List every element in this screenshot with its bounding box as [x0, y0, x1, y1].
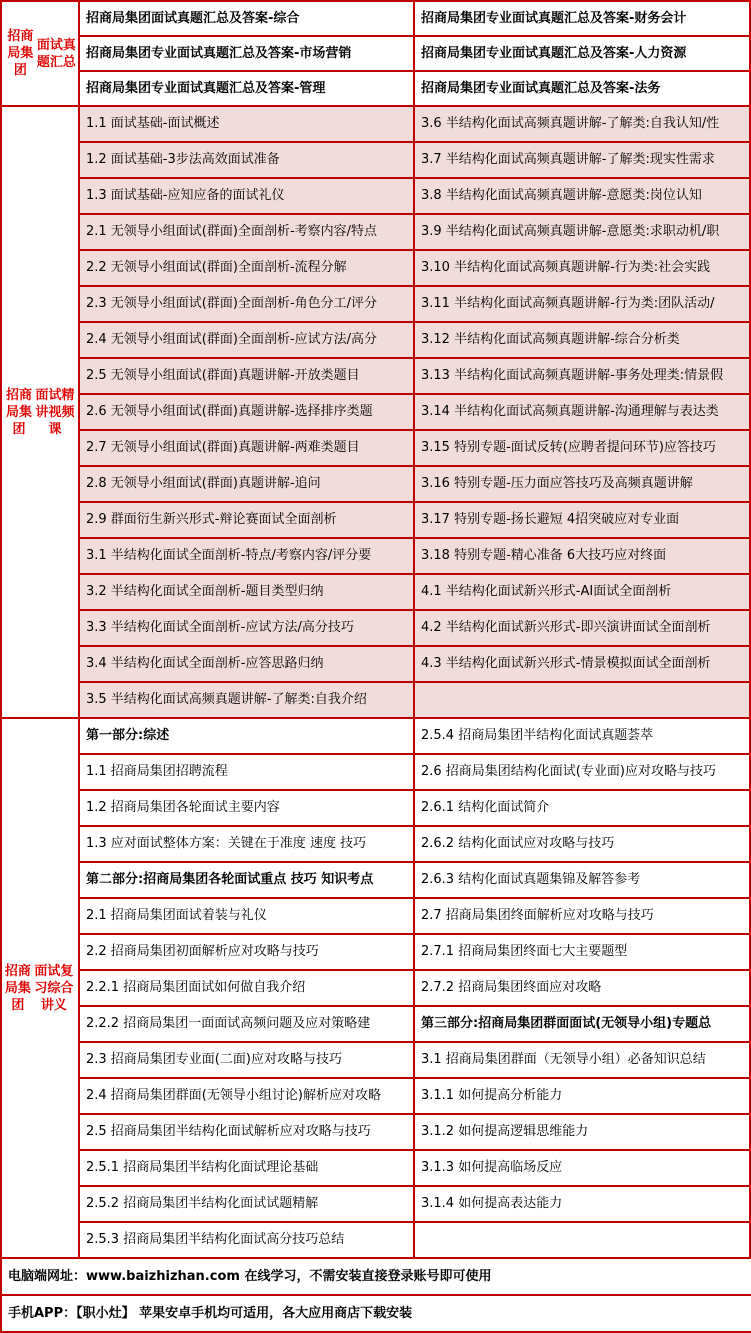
video-item: 2.3 无领导小组面试(群面)全面剖析-角色分工/评分 [80, 287, 415, 323]
handout-item [415, 1223, 751, 1259]
video-item: 2.4 无领导小组面试(群面)全面剖析-应试方法/高分 [80, 323, 415, 359]
video-item: 3.16 特别专题-压力面应答技巧及高频真题讲解 [415, 467, 751, 503]
video-item: 4.1 半结构化面试新兴形式-AI面试全面剖析 [415, 575, 751, 611]
handout-item: 1.1 招商局集团招聘流程 [80, 755, 415, 791]
handout-item: 2.6.3 结构化面试真题集锦及解答参考 [415, 863, 751, 899]
section-handout-label-line: 面试复习综合讲义 [34, 963, 74, 1013]
section-summary-label [2, 2, 80, 107]
summary-item: 招商局集团专业面试真题汇总及答案-财务会计 [415, 2, 751, 37]
video-item: 3.17 特别专题-扬长避短 4招突破应对专业面 [415, 503, 751, 539]
footer-website-line: 电脑端网址：www.baizhizhan.com 在线学习，不需安装直接登录账号即可使用 [2, 1259, 751, 1296]
summary-item: 招商局集团专业面试真题汇总及答案-管理 [80, 72, 415, 107]
video-item: 2.8 无领导小组面试(群面)真题讲解-追问 [80, 467, 415, 503]
handout-item: 3.1.2 如何提高逻辑思维能力 [415, 1115, 751, 1151]
handout-item: 2.7.2 招商局集团终面应对攻略 [415, 971, 751, 1007]
video-item: 3.7 半结构化面试高频真题讲解-了解类:现实性需求 [415, 143, 751, 179]
video-item: 3.10 半结构化面试高频真题讲解-行为类:社会实践 [415, 251, 751, 287]
handout-item: 2.7.1 招商局集团终面七大主要题型 [415, 935, 751, 971]
video-item: 3.9 半结构化面试高频真题讲解-意愿类:求职动机/职 [415, 215, 751, 251]
handout-item: 2.2 招商局集团初面解析应对攻略与技巧 [80, 935, 415, 971]
handout-item: 第二部分:招商局集团各轮面试重点 技巧 知识考点 [80, 863, 415, 899]
handout-item: 第三部分:招商局集团群面面试(无领导小组)专题总 [415, 1007, 751, 1043]
handout-item: 2.6.1 结构化面试简介 [415, 791, 751, 827]
handout-item: 2.1 招商局集团面试着装与礼仪 [80, 899, 415, 935]
section-summary-label-line: 面试真题汇总 [36, 37, 76, 70]
video-item: 3.4 半结构化面试全面剖析-应答思路归纳 [80, 647, 415, 683]
handout-item: 2.6.2 结构化面试应对攻略与技巧 [415, 827, 751, 863]
handout-item: 2.2.1 招商局集团面试如何做自我介绍 [80, 971, 415, 1007]
video-item: 4.3 半结构化面试新兴形式-情景模拟面试全面剖析 [415, 647, 751, 683]
handout-item: 2.3 招商局集团专业面(二面)应对攻略与技巧 [80, 1043, 415, 1079]
video-item: 3.8 半结构化面试高频真题讲解-意愿类:岗位认知 [415, 179, 751, 215]
summary-item: 招商局集团面试真题汇总及答案-综合 [80, 2, 415, 37]
video-item: 3.3 半结构化面试全面剖析-应试方法/高分技巧 [80, 611, 415, 647]
video-item: 1.2 面试基础-3步法高效面试准备 [80, 143, 415, 179]
video-item: 2.9 群面衍生新兴形式-辩论赛面试全面剖析 [80, 503, 415, 539]
video-item: 3.11 半结构化面试高频真题讲解-行为类:团队活动/ [415, 287, 751, 323]
summary-item: 招商局集团专业面试真题汇总及答案-市场营销 [80, 37, 415, 72]
video-item: 3.5 半结构化面试高频真题讲解-了解类:自我介绍 [80, 683, 415, 719]
video-item: 3.6 半结构化面试高频真题讲解-了解类:自我认知/性 [415, 107, 751, 143]
handout-item: 3.1.1 如何提高分析能力 [415, 1079, 751, 1115]
video-item: 1.3 面试基础-应知应备的面试礼仪 [80, 179, 415, 215]
handout-item: 2.5.1 招商局集团半结构化面试理论基础 [80, 1151, 415, 1187]
video-item: 3.2 半结构化面试全面剖析-题目类型归纳 [80, 575, 415, 611]
video-item [415, 683, 751, 719]
section-video-label-line: 招商局集团 [5, 387, 32, 437]
video-item: 2.1 无领导小组面试(群面)全面剖析-考察内容/特点 [80, 215, 415, 251]
handout-item: 2.7 招商局集团终面解析应对攻略与技巧 [415, 899, 751, 935]
handout-item: 1.3 应对面试整体方案：关键在于准度 速度 技巧 [80, 827, 415, 863]
footer-app-line: 手机APP：【职小灶】 苹果安卓手机均可适用，各大应用商店下载安装 [2, 1296, 751, 1333]
video-item: 3.18 特别专题-精心准备 6大技巧应对终面 [415, 539, 751, 575]
video-item: 2.7 无领导小组面试(群面)真题讲解-两难类题目 [80, 431, 415, 467]
video-item: 3.14 半结构化面试高频真题讲解-沟通理解与表达类 [415, 395, 751, 431]
summary-item: 招商局集团专业面试真题汇总及答案-人力资源 [415, 37, 751, 72]
handout-item: 3.1.3 如何提高临场反应 [415, 1151, 751, 1187]
section-video-label-line: 面试精讲视频课 [35, 387, 75, 437]
video-item: 3.15 特别专题-面试反转(应聘者提问环节)应答技巧 [415, 431, 751, 467]
section-video-label [2, 107, 80, 719]
handout-item: 2.5.3 招商局集团半结构化面试高分技巧总结 [80, 1223, 415, 1259]
handout-item: 2.4 招商局集团群面(无领导小组讨论)解析应对攻略 [80, 1079, 415, 1115]
handout-item: 1.2 招商局集团各轮面试主要内容 [80, 791, 415, 827]
section-handout-label-line: 招商局集团 [4, 963, 31, 1013]
video-item: 2.5 无领导小组面试(群面)真题讲解-开放类题目 [80, 359, 415, 395]
handout-item: 2.5 招商局集团半结构化面试解析应对攻略与技巧 [80, 1115, 415, 1151]
handout-item: 3.1.4 如何提高表达能力 [415, 1187, 751, 1223]
handout-item: 第一部分:综述 [80, 719, 415, 755]
video-item: 1.1 面试基础-面试概述 [80, 107, 415, 143]
handout-item: 3.1 招商局集团群面（无领导小组）必备知识总结 [415, 1043, 751, 1079]
handout-item: 2.5.2 招商局集团半结构化面试试题精解 [80, 1187, 415, 1223]
summary-item: 招商局集团专业面试真题汇总及答案-法务 [415, 72, 751, 107]
handout-item: 2.5.4 招商局集团半结构化面试真题荟萃 [415, 719, 751, 755]
section-handout-label [2, 719, 80, 1259]
video-item: 2.6 无领导小组面试(群面)真题讲解-选择排序类题 [80, 395, 415, 431]
video-item: 3.12 半结构化面试高频真题讲解-综合分析类 [415, 323, 751, 359]
section-summary-label-line: 招商局集团 [7, 29, 34, 78]
handout-item: 2.2.2 招商局集团一面面试高频问题及应对策略建 [80, 1007, 415, 1043]
video-item: 4.2 半结构化面试新兴形式-即兴演讲面试全面剖析 [415, 611, 751, 647]
video-item: 3.1 半结构化面试全面剖析-特点/考察内容/评分要 [80, 539, 415, 575]
video-item: 2.2 无领导小组面试(群面)全面剖析-流程分解 [80, 251, 415, 287]
video-item: 3.13 半结构化面试高频真题讲解-事务处理类:情景假 [415, 359, 751, 395]
handout-item: 2.6 招商局集团结构化面试(专业面)应对攻略与技巧 [415, 755, 751, 791]
